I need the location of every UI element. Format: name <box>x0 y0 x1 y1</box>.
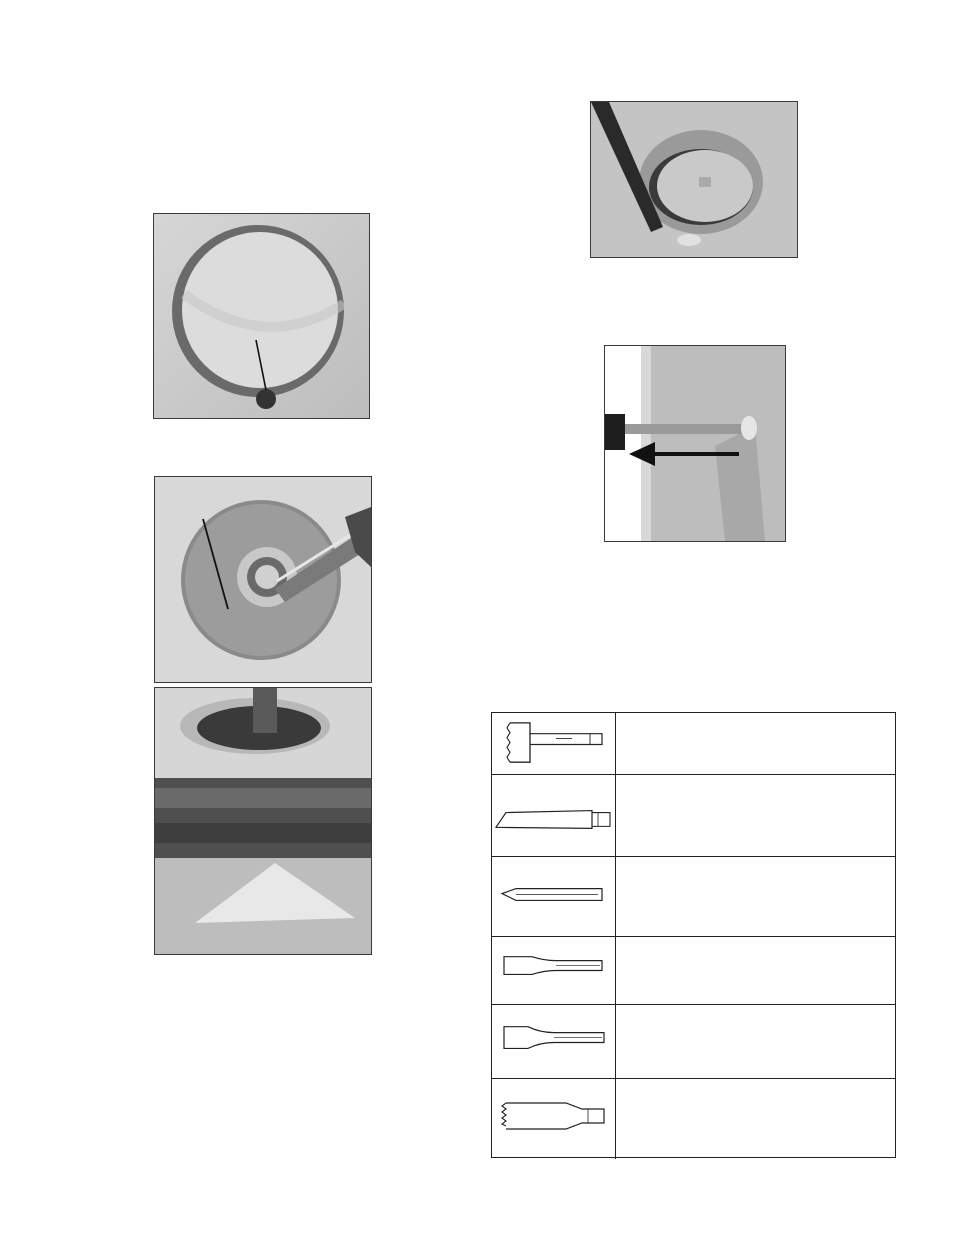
tool-description <box>616 775 895 856</box>
table-row <box>492 937 895 1005</box>
narrow-chisel-icon <box>492 937 616 1004</box>
table-row <box>492 857 895 937</box>
pointed-chisel-icon <box>492 857 616 936</box>
core-bit-through-wall-photo <box>154 687 372 955</box>
table-row <box>492 713 895 775</box>
core-bit-in-wall-photo <box>154 476 372 683</box>
tool-table <box>491 712 896 1158</box>
toothed-chisel-icon <box>492 1079 616 1159</box>
tool-description <box>616 1079 895 1159</box>
tool-description <box>616 937 895 1004</box>
core-bit-icon <box>492 713 616 774</box>
tool-description <box>616 857 895 936</box>
table-row <box>492 775 895 857</box>
wide-chisel-icon <box>492 1005 616 1078</box>
table-row <box>492 1079 895 1159</box>
table-row <box>492 1005 895 1079</box>
tool-description <box>616 1005 895 1078</box>
tool-description <box>616 713 895 774</box>
chisel-removing-core-photo <box>590 101 798 258</box>
drill-pulling-out-photo <box>604 345 786 542</box>
flat-chisel-icon <box>492 775 616 856</box>
core-bit-circle-cut-photo <box>153 213 370 419</box>
